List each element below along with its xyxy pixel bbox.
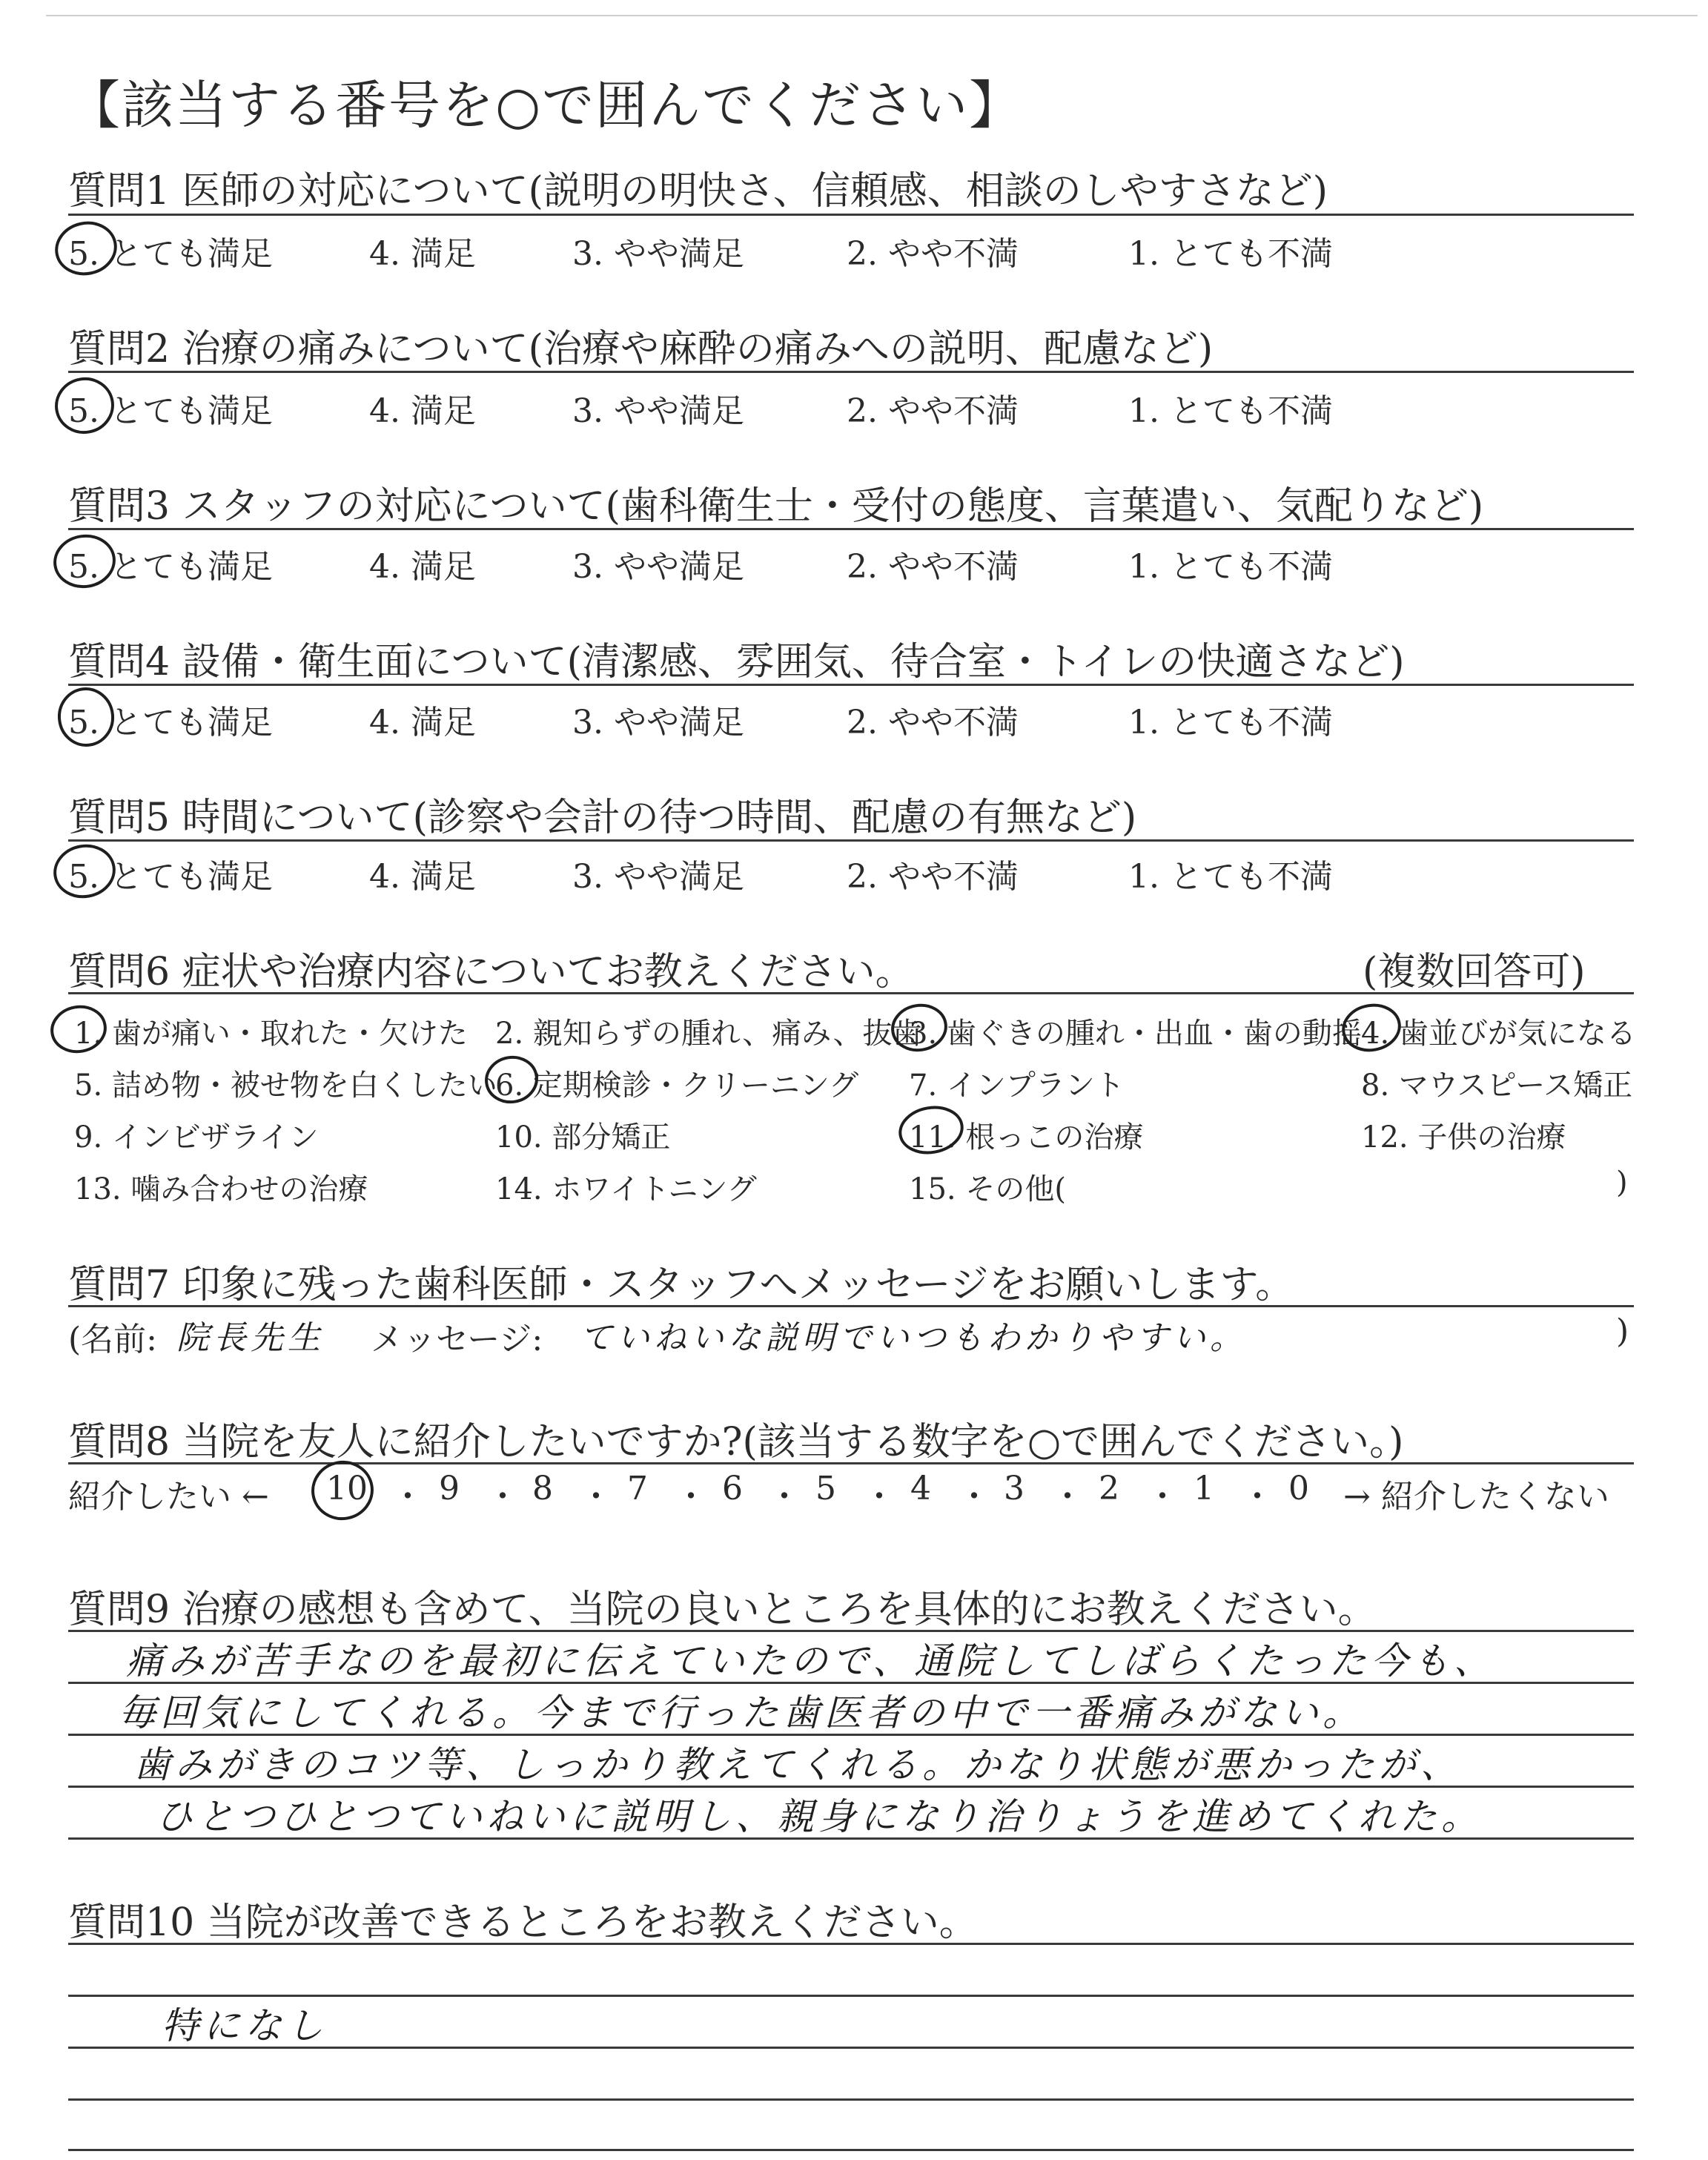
q10-handwritten-line-1[interactable]: 特になし <box>162 2004 328 2047</box>
q9-handwritten-line-4[interactable]: ひとつひとつていねいに説明し、親身になり治りょうを進めてくれた。 <box>156 1795 1483 1838</box>
q4-option-2[interactable]: 2. やや不満 <box>847 704 1019 742</box>
q6-item-3[interactable]: 3. 歯ぐきの腫れ・出血・歯の動揺 <box>909 1017 1362 1051</box>
page-title: 【該当する番号を○で囲んでください】 <box>68 75 1023 136</box>
q9-handwritten-line-1[interactable]: 痛みが苦手なのを最初に伝えていたので、通院してしばらくたった今も、 <box>126 1639 1495 1682</box>
q8-scale-2[interactable]: 2 <box>1099 1470 1119 1507</box>
q6-item-14[interactable]: 14. ホワイトニング <box>495 1172 757 1206</box>
q6-item-13[interactable]: 13. 噛み合わせの治療 <box>74 1172 368 1206</box>
question-3-label: 質問3 スタッフの対応について(歯科衛生士・受付の態度、言葉遣い、気配りなど) <box>68 484 1484 529</box>
q8-scale-7[interactable]: 7 <box>627 1470 648 1507</box>
question-2-label: 質問2 治療の痛みについて(治療や麻酔の痛みへの説明、配慮など) <box>68 327 1214 371</box>
q6-item-12[interactable]: 12. 子供の治療 <box>1361 1120 1566 1155</box>
q8-scale-dot: ・ <box>768 1478 801 1516</box>
q8-scale-0[interactable]: 0 <box>1288 1470 1309 1507</box>
question-9-label: 質問9 治療の感想も含めて、当院の良いところを具体的にお教えください。 <box>68 1588 1377 1632</box>
q7-name-label: (名前: <box>68 1321 157 1358</box>
question-7-rule <box>68 1305 1634 1307</box>
question-6-rule <box>68 992 1634 994</box>
question-6-note: (複数回答可) <box>1363 950 1586 994</box>
q2-option-2[interactable]: 2. やや不満 <box>847 392 1019 430</box>
q6-item-15-close: ) <box>1616 1166 1628 1200</box>
q1-option-5[interactable]: 5. とても満足 <box>68 235 273 273</box>
q6-item-2[interactable]: 2. 親知らずの腫れ、痛み、抜歯 <box>495 1017 922 1051</box>
q8-scale-9[interactable]: 9 <box>439 1470 460 1507</box>
question-8-label: 質問8 当院を友人に紹介したいですか?(該当する数字を○で囲んでください。) <box>68 1420 1404 1464</box>
q8-scale-10[interactable]: 10 <box>326 1470 368 1507</box>
q8-scale-1[interactable]: 1 <box>1194 1470 1214 1507</box>
q8-scale-dot: ・ <box>958 1478 990 1516</box>
q8-scale-3[interactable]: 3 <box>1004 1470 1025 1507</box>
q3-option-5[interactable]: 5. とても満足 <box>68 548 273 586</box>
q6-item-7[interactable]: 7. インプラント <box>909 1069 1125 1103</box>
q4-option-1[interactable]: 1. とても不満 <box>1128 704 1333 742</box>
q6-item-9[interactable]: 9. インビザライン <box>74 1120 319 1155</box>
q2-option-3[interactable]: 3. やや満足 <box>572 392 744 430</box>
q10-answer-line-5 <box>68 2149 1634 2151</box>
question-7-label: 質問7 印象に残った歯科医師・スタッフへメッセージをお願いします。 <box>68 1263 1294 1307</box>
q3-option-2[interactable]: 2. やや不満 <box>847 548 1019 586</box>
q2-option-1[interactable]: 1. とても不満 <box>1128 392 1333 430</box>
q5-option-3[interactable]: 3. やや満足 <box>572 858 744 896</box>
question-5-rule <box>68 839 1634 842</box>
q5-option-5[interactable]: 5. とても満足 <box>68 858 273 896</box>
q8-scale-dot: ・ <box>391 1478 424 1516</box>
q8-scale-6[interactable]: 6 <box>722 1470 743 1507</box>
question-3-rule <box>68 528 1634 530</box>
q6-item-1[interactable]: 1. 歯が痛い・取れた・欠けた <box>74 1017 468 1051</box>
q10-answer-line-1 <box>68 1943 1634 1945</box>
question-10-label: 質問10 当院が改善できるところをお教えください。 <box>68 1900 978 1945</box>
q7-message-label: メッセージ: <box>371 1321 543 1358</box>
q8-scale-dot: ・ <box>863 1478 896 1516</box>
q6-item-11[interactable]: 11. 根っこの治療 <box>909 1120 1144 1155</box>
page-top-border <box>46 15 1698 16</box>
q2-option-4[interactable]: 4. 満足 <box>369 392 476 430</box>
q8-scale-dot: ・ <box>580 1478 612 1516</box>
question-1-label: 質問1 医師の対応について(説明の明快さ、信頼感、相談のしやすさなど) <box>68 169 1328 214</box>
question-8-rule <box>68 1462 1634 1464</box>
q1-option-2[interactable]: 2. やや不満 <box>847 235 1019 273</box>
q6-item-4[interactable]: 4. 歯並びが気になる <box>1361 1017 1636 1051</box>
q1-option-3[interactable]: 3. やや満足 <box>572 235 744 273</box>
q3-option-1[interactable]: 1. とても不満 <box>1128 548 1333 586</box>
q7-close-paren: ) <box>1616 1312 1629 1350</box>
q5-option-1[interactable]: 1. とても不満 <box>1128 858 1333 896</box>
q4-option-3[interactable]: 3. やや満足 <box>572 704 744 742</box>
q9-handwritten-line-2[interactable]: 毎回気にしてくれる。今まで行った歯医者の中で一番痛みがない。 <box>119 1691 1364 1734</box>
q4-option-5[interactable]: 5. とても満足 <box>68 704 273 742</box>
question-1-rule <box>68 214 1634 216</box>
q8-right-label: → 紹介したくない <box>1343 1478 1609 1516</box>
q3-option-3[interactable]: 3. やや満足 <box>572 548 744 586</box>
q6-item-15[interactable]: 15. その他( <box>909 1172 1066 1206</box>
q6-item-10[interactable]: 10. 部分矯正 <box>495 1120 671 1155</box>
q7-name-handwritten[interactable]: 院長先生 <box>176 1319 325 1357</box>
q8-scale-5[interactable]: 5 <box>815 1470 836 1507</box>
q6-item-6[interactable]: 6. 定期検診・クリーニング <box>495 1069 859 1103</box>
q1-option-1[interactable]: 1. とても不満 <box>1128 235 1333 273</box>
q8-scale-4[interactable]: 4 <box>910 1470 931 1507</box>
question-4-label: 質問4 設備・衛生面について(清潔感、雰囲気、待合室・トイレの快適さなど) <box>68 640 1405 684</box>
q7-message-handwritten[interactable]: ていねいな説明でいつもわかりやすい。 <box>580 1319 1247 1357</box>
q6-item-5[interactable]: 5. 詰め物・被せ物を白くしたい <box>74 1069 497 1103</box>
q9-handwritten-line-3[interactable]: 歯みがきのコツ等、しっかり教えてくれる。かなり状態が悪かったが、 <box>133 1743 1462 1786</box>
question-2-rule <box>68 371 1634 373</box>
q5-option-4[interactable]: 4. 満足 <box>369 858 476 896</box>
q8-scale-dot: ・ <box>1051 1478 1084 1516</box>
q10-answer-line-4 <box>68 2098 1634 2101</box>
q1-option-4[interactable]: 4. 満足 <box>369 235 476 273</box>
question-5-label: 質問5 時間について(診察や会計の待つ時間、配慮の有無など) <box>68 796 1137 840</box>
question-4-rule <box>68 684 1634 686</box>
q8-scale-dot: ・ <box>486 1478 519 1516</box>
q8-scale-8[interactable]: 8 <box>532 1470 553 1507</box>
question-6-label: 質問6 症状や治療内容についてお教えください。 <box>68 950 914 994</box>
q6-item-8[interactable]: 8. マウスピース矯正 <box>1361 1069 1633 1103</box>
q4-option-4[interactable]: 4. 満足 <box>369 704 476 742</box>
q8-scale-dot: ・ <box>675 1478 707 1516</box>
q3-option-4[interactable]: 4. 満足 <box>369 548 476 586</box>
q5-option-2[interactable]: 2. やや不満 <box>847 858 1019 896</box>
q8-scale-dot: ・ <box>1241 1478 1274 1516</box>
q8-scale-dot: ・ <box>1146 1478 1179 1516</box>
q8-left-label: 紹介したい ← <box>68 1478 269 1516</box>
q2-option-5[interactable]: 5. とても満足 <box>68 392 273 430</box>
